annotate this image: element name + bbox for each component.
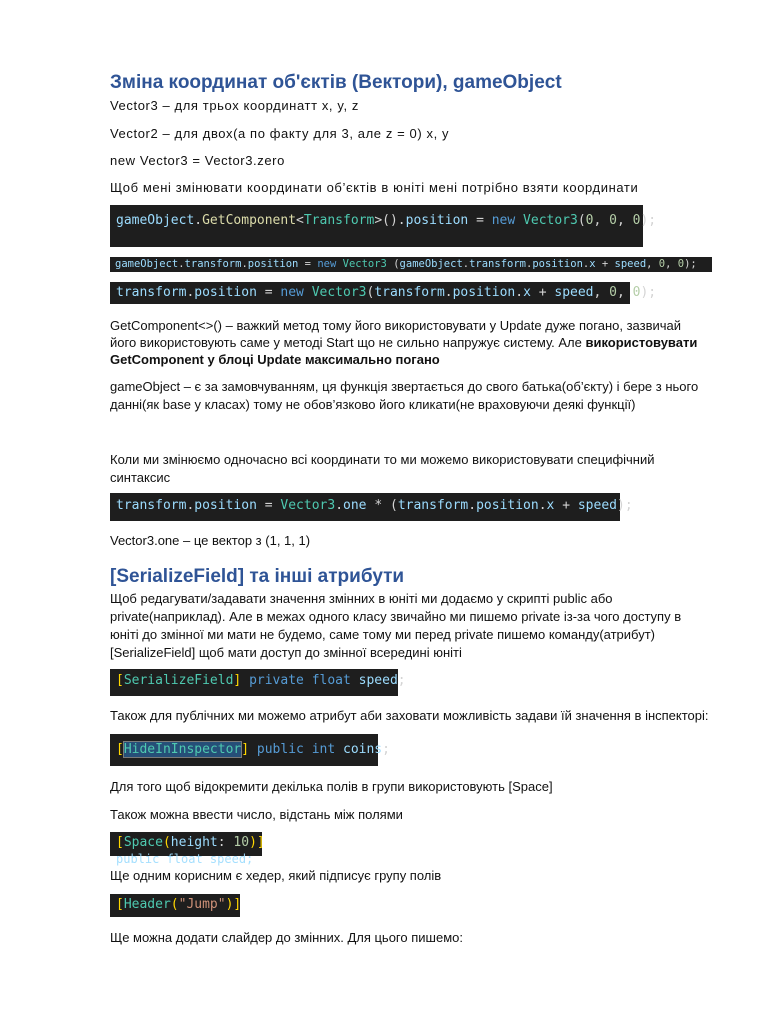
text-getcomponent-line2-plain: його використовують саме у методі Start що не сильно напружує систему. Але <box>110 335 586 350</box>
text-vector3: Vector3 – для трьох координатт x, y, z <box>110 98 360 113</box>
text-header-attribute: Ще одним корисним є хедер, який підписує групу полів <box>110 868 442 883</box>
text-hideininspector: Також для публічних ми можемо атрибут аби заховати можливість задави їй значення в інспекторі: <box>110 708 709 723</box>
code-snippet-getcomponent: gameObject.GetComponent<Transform>().position = new Vector3(0, 0, 0); <box>110 205 643 247</box>
text-coords-intro: Щоб мені змінювати координати об’єктів в юніті мені потрібно взяти координати <box>110 180 639 195</box>
text-serialize-line4: [SerializeField] щоб мати доступ до змінної всередині юніті <box>110 645 462 660</box>
code-snippet-hideininspector: [HideInInspector] public int coins; <box>110 734 378 766</box>
code-snippet-serializefield: [SerializeField] private float speed; <box>110 669 398 696</box>
section-heading-vectors: Зміна координат об'єктів (Вектори), gameObject <box>110 72 562 93</box>
text-serialize-line1: Щоб редагувати/задавати значення змінних в юніті ми додаємо у скрипті public або <box>110 591 613 606</box>
text-serialize-line3: юніті до змінної ми мати не будемо, саме тому ми перед private пишемо команду(атрибут) <box>110 627 655 642</box>
code-snippet-transform-position: transform.position = new Vector3(transform.position.x + speed, 0, 0); <box>110 282 630 304</box>
text-vector2: Vector2 – для двох(а по факту для 3, але z = 0) x, y <box>110 126 450 141</box>
text-serialize-line2: private(наприклад). Але в межах одного класу звичайно ми пишемо private із-за чого доступу в <box>110 609 682 624</box>
text-getcomponent-line3-bold: GetComponent у блоці Update максимально погано <box>110 352 440 367</box>
text-getcomponent-line3 <box>110 350 440 369</box>
text-simultaneous-line2: синтаксис <box>110 470 171 485</box>
code-snippet-space-cutoff-line: public float speed; <box>116 852 254 866</box>
code-snippet-vector3-one: transform.position = Vector3.one * (transform.position.x + speed); <box>110 493 620 521</box>
text-space-attribute: Для того щоб відокремити декілька полів в групи використовують [Space] <box>110 779 553 794</box>
text-vector3-one: Vector3.one – це вектор з (1, 1, 1) <box>110 533 311 548</box>
text-simultaneous-line1: Коли ми змінюємо одночасно всі координати то ми можемо використовувати специфічний <box>110 452 655 467</box>
text-slider: Ще можна додати слайдер до змінних. Для цього пишемо: <box>110 930 463 945</box>
text-gameobject-line2: данні(як base у класах) тому не обов’язково його кликати(не враховуючи деякі функції) <box>110 397 636 412</box>
text-new-vector3: new Vector3 = Vector3.zero <box>110 153 285 168</box>
section-heading-attributes: [SerializeField] та інші атрибути <box>110 566 405 587</box>
code-snippet-gameobject-transform: gameObject.transform.position = new Vector3 (gameObject.transform.position.x + speed, 0, 0); <box>110 257 712 272</box>
text-getcomponent-line1: GetComponent<>() – важкий метод тому його використовувати у Update дуже погано, зазвичай <box>110 318 682 333</box>
text-getcomponent-line2-bold: використовувати <box>585 335 698 350</box>
text-gameobject-line1: gameObject – є за замовчуванням, ця функція звертається до свого батька(об’єкту) і бере з нього <box>110 379 699 394</box>
code-snippet-space: [Space(height: 10)] public float speed; <box>110 832 262 856</box>
text-space-number: Також можна ввести число, відстань між полями <box>110 807 403 822</box>
code-snippet-header: [Header("Jump")] <box>110 894 240 917</box>
